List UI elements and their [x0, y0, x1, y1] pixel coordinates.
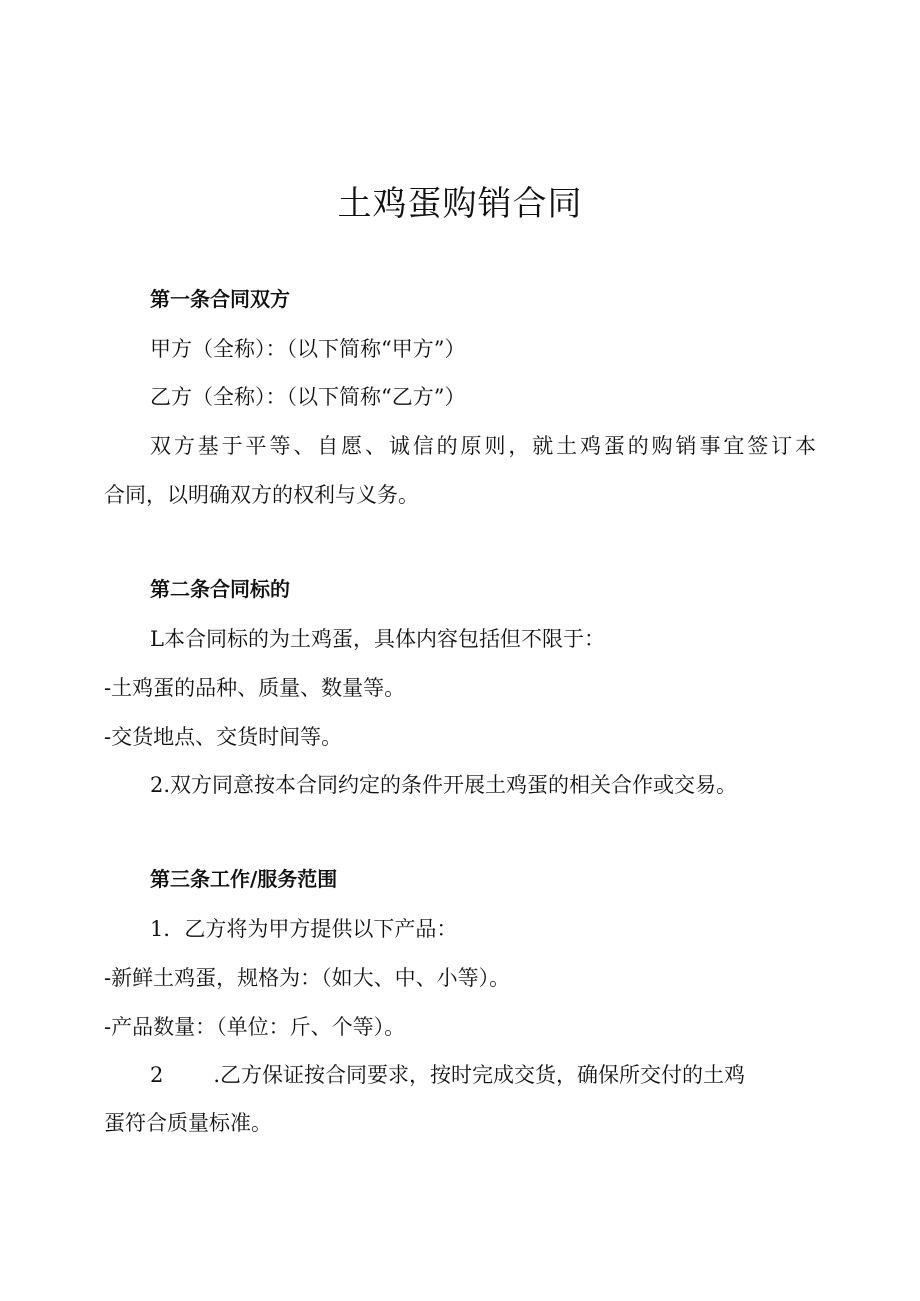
scope-item-quantity: -产品数量：（单位：斤、个等）。 — [104, 1015, 406, 1039]
subject-item-delivery: -交货地点、交货时间等。 — [104, 725, 343, 749]
subject-intro-line: L本合同标的为土鸡蛋，具体内容包括但不限于： — [150, 627, 605, 651]
scope-intro-line: 1．乙方将为甲方提供以下产品： — [150, 917, 458, 941]
scope-guarantee-number: 2 — [150, 1063, 164, 1087]
scope-guarantee-line-1 — [150, 1060, 816, 1090]
scope-guarantee-text: .乙方保证按合同要求，按时完成交货，确保所交付的土鸡 — [213, 1063, 746, 1087]
subject-agreement-line: 2.双方同意按本合同约定的条件开展土鸡蛋的相关合作或交易。 — [150, 773, 738, 797]
scope-item-spec: -新鲜土鸡蛋，规格为：（如大、中、小等）。 — [104, 966, 511, 990]
section-1-heading: 第一条合同双方 — [150, 287, 290, 311]
party-a-line: 甲方（全称）：（以下简称“甲方”） — [150, 337, 466, 361]
scope-guarantee-line-2: 蛋符合质量标准。 — [104, 1111, 272, 1135]
section-3-heading: 第三条工作/服务范围 — [150, 867, 338, 891]
section-2-heading: 第二条合同标的 — [150, 577, 290, 601]
document-title: 土鸡蛋购销合同 — [337, 184, 583, 224]
principle-line-1: 双方基于平等、自愿、诚信的原则，就土鸡蛋的购销事宜签订本 — [150, 434, 816, 458]
subject-item-variety: -土鸡蛋的品种、质量、数量等。 — [104, 676, 406, 700]
party-b-line: 乙方（全称）：（以下简称“乙方”） — [150, 385, 466, 409]
principle-line-2: 合同，以明确双方的权利与义务。 — [104, 483, 419, 507]
